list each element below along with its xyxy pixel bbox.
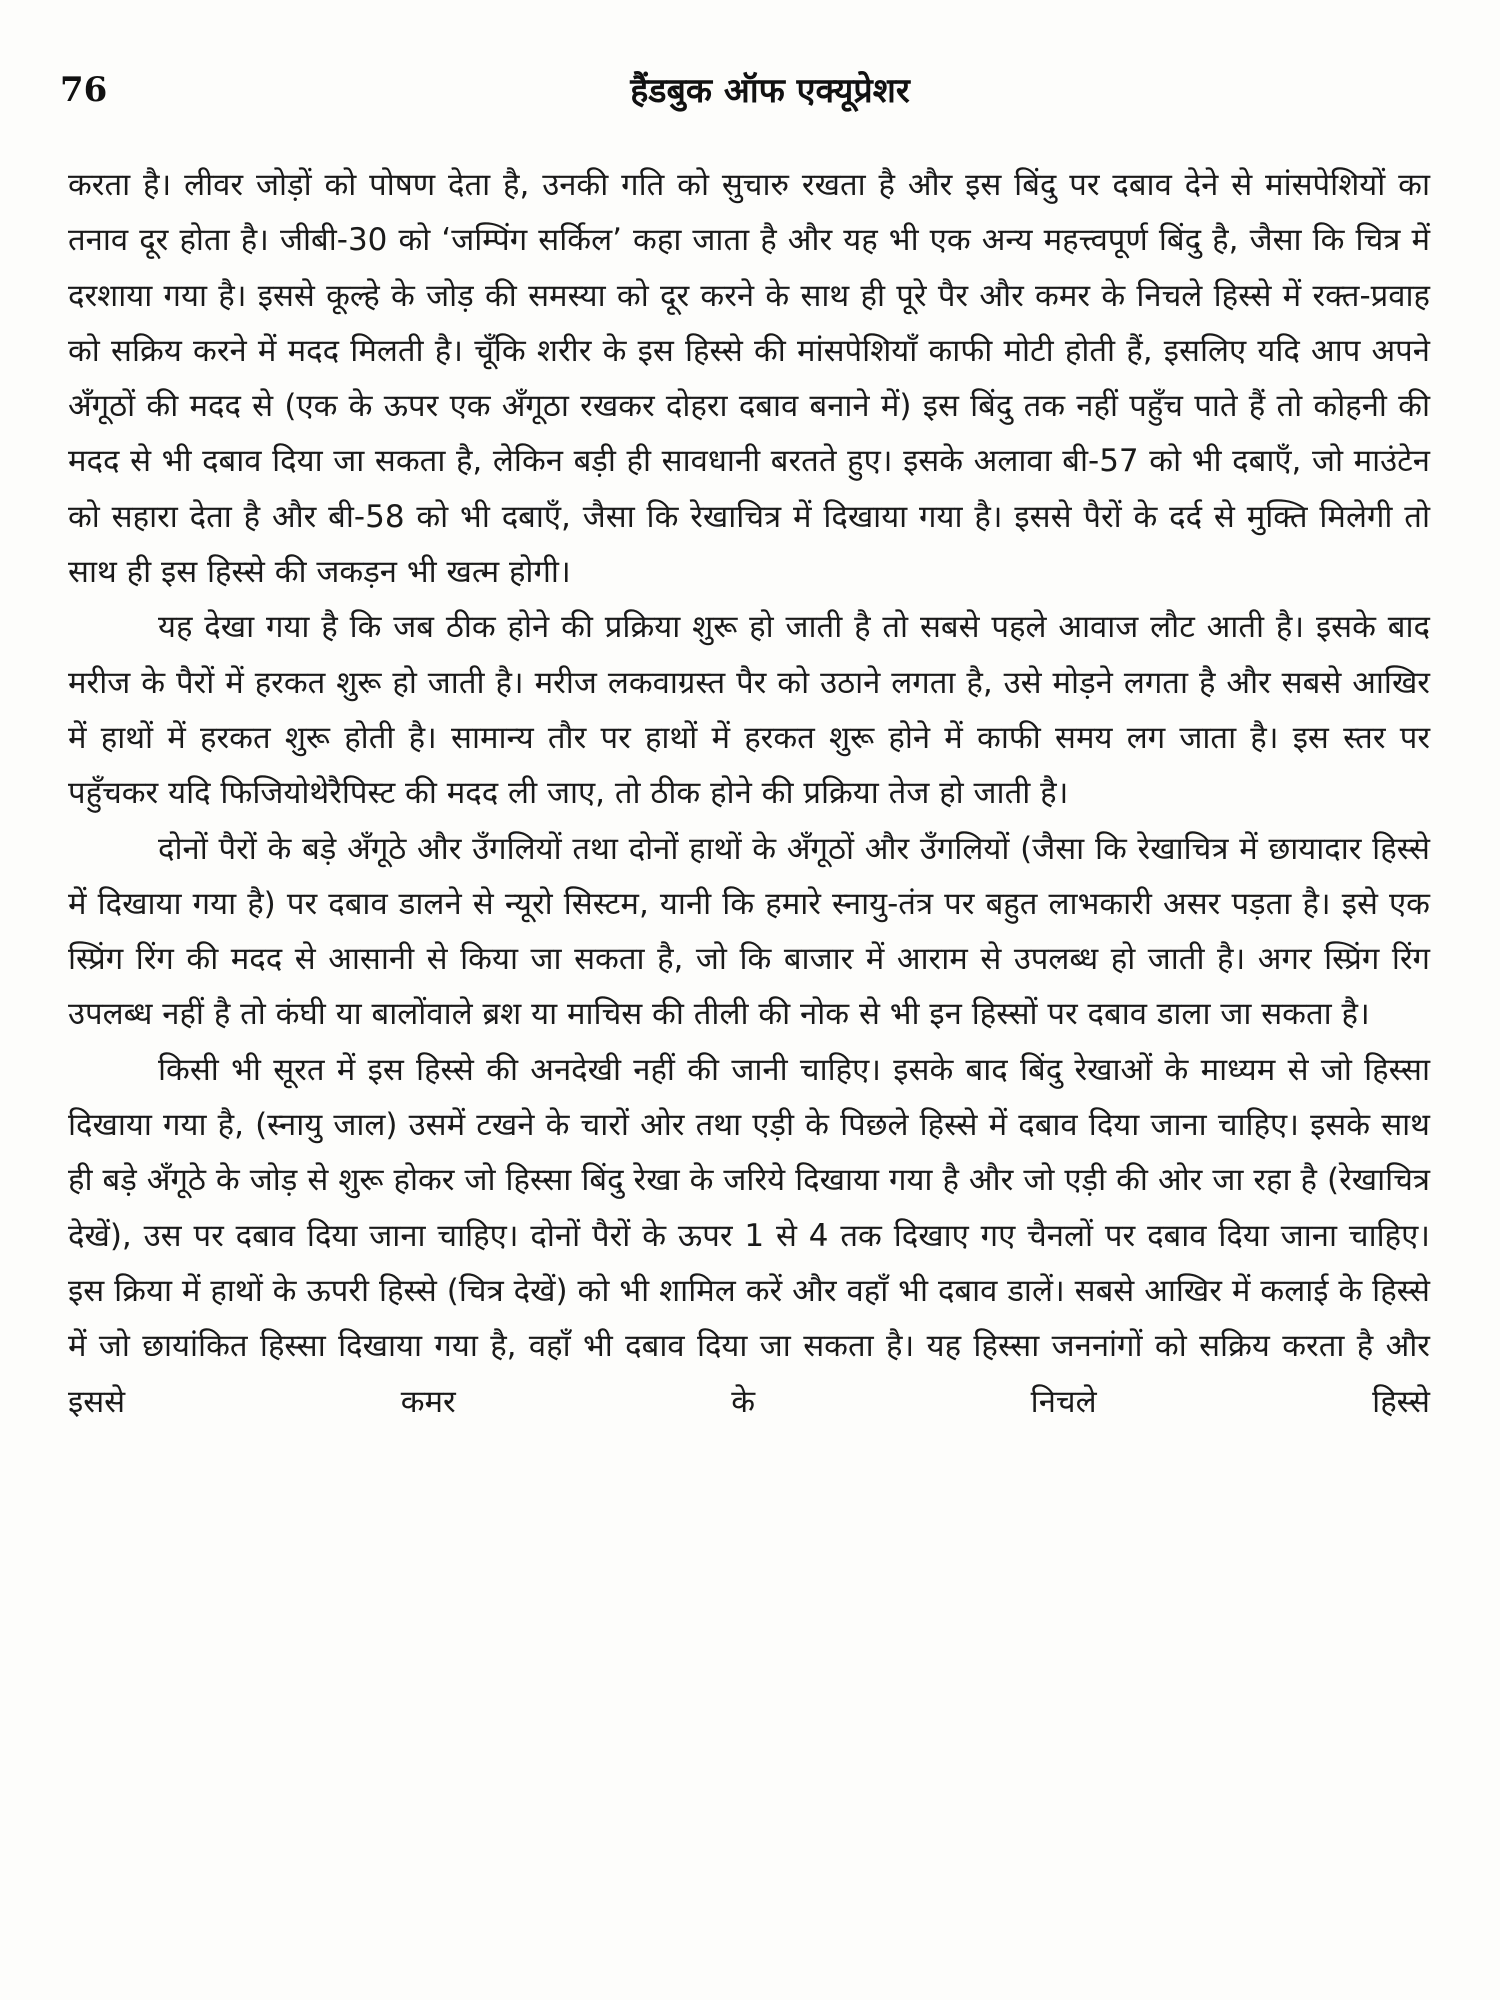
- paragraph-1: करता है। लीवर जोड़ों को पोषण देता है, उनकी गति को सुचारु रखता है और इस बिंदु पर दबाव देने से मांसपेशियों का तनाव दूर होता है। जीबी-30 को ‘जम्पिंग सर्किल’ कहा जाता है और यह भी एक अन्य महत्त्वपूर्ण बिंदु है, जैसा कि चित्र में दरशाया गया है। इससे कूल्हे के जोड़ की समस्या को दूर करने के साथ ही पूरे पैर और कमर के निचले हिस्से में रक्त-प्रवाह को सक्रिय करने में मदद मिलती है। चूँकि शरीर के इस हिस्से की मांसपेशियाँ काफी मोटी होती हैं, इसलिए यदि आप अपने अँगूठों की मदद से (एक के ऊपर एक अँगूठा रखकर दोहरा दबाव बनाने में) इस बिंदु तक नहीं पहुँच पाते हैं तो कोहनी की मदद से भी दबाव दिया जा सकता है, लेकिन बड़ी ही सावधानी बरतते हुए। इसके अलावा बी-57 को भी दबाएँ, जो माउंटेन को सहारा देता है और बी-58 को भी दबाएँ, जैसा कि रेखाचित्र में दिखाया गया है। इससे पैरों के दर्द से मुक्ति मिलेगी तो साथ ही इस हिस्से की जकड़न भी खत्म होगी।: [68, 167, 1430, 591]
- body-text: [68, 158, 1430, 1430]
- paragraph-4: किसी भी सूरत में इस हिस्से की अनदेखी नहीं की जानी चाहिए। इसके बाद बिंदु रेखाओं के माध्यम से जो हिस्सा दिखाया गया है, (स्नायु जाल) उसमें टखने के चारों ओर तथा एड़ी के पिछले हिस्से में दबाव दिया जाना चाहिए। इसके साथ ही बड़े अँगूठे के जोड़ से शुरू होकर जो हिस्सा बिंदु रेखा के जरिये दिखाया गया है और जो एड़ी की ओर जा रहा है (रेखाचित्र देखें), उस पर दबाव दिया जाना चाहिए। दोनों पैरों के ऊपर 1 से 4 तक दिखाए गए चैनलों पर दबाव दिया जाना चाहिए। इस क्रिया में हाथों के ऊपरी हिस्से (चित्र देखें) को भी शामिल करें और वहाँ भी दबाव डालें। सबसे आखिर में कलाई के हिस्से में जो छायांकित हिस्सा दिखाया गया है, वहाँ भी दबाव दिया जा सकता है। यह हिस्सा जननांगों को सक्रिय करता है और इससे कमर के निचले हिस्से: [68, 1051, 1430, 1420]
- page-header: [60, 62, 1440, 122]
- paragraph-2: यह देखा गया है कि जब ठीक होने की प्रक्रिया शुरू हो जाती है तो सबसे पहले आवाज लौट आती है। इसके बाद मरीज के पैरों में हरकत शुरू हो जाती है। मरीज लकवाग्रस्त पैर को उठाने लगता है, उसे मोड़ने लगता है और सबसे आखिर में हाथों में हरकत शुरू होती है। सामान्य तौर पर हाथों में हरकत शुरू होने में काफी समय लग जाता है। इस स्तर पर पहुँचकर यदि फिजियोथेरैपिस्ट की मदद ली जाए, तो ठीक होने की प्रक्रिया तेज हो जाती है।: [68, 609, 1430, 812]
- paragraph-3: दोनों पैरों के बड़े अँगूठे और उँगलियों तथा दोनों हाथों के अँगूठों और उँगलियों (जैसा कि रेखाचित्र में छायादार हिस्से में दिखाया गया है) पर दबाव डालने से न्यूरो सिस्टम, यानी कि हमारे स्नायु-तंत्र पर बहुत लाभकारी असर पड़ता है। इसे एक स्प्रिंग रिंग की मदद से आसानी से किया जा सकता है, जो कि बाजार में आराम से उपलब्ध हो जाती है। अगर स्प्रिंग रिंग उपलब्ध नहीं है तो कंघी या बालोंवाले ब्रश या माचिस की तीली की नोक से भी इन हिस्सों पर दबाव डाला जा सकता है।: [68, 830, 1430, 1033]
- page-number: 76: [60, 70, 108, 110]
- running-title: हैंडबुक ऑफ एक्यूप्रेशर: [630, 71, 910, 111]
